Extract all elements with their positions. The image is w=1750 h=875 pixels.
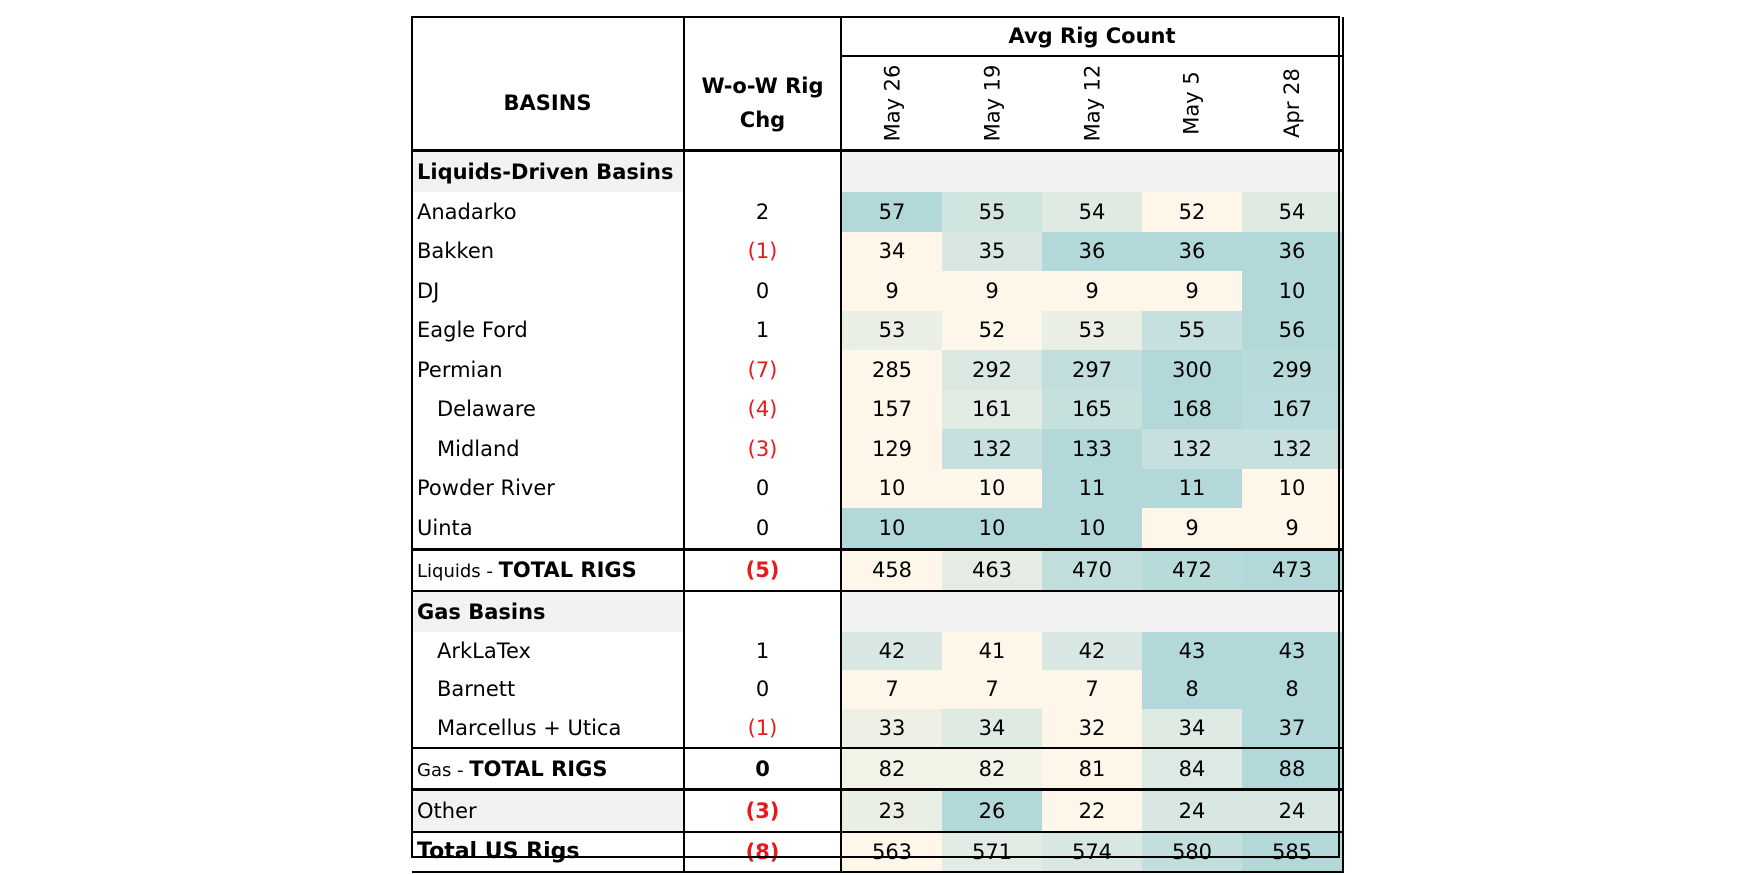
value-cell: 10 bbox=[841, 469, 942, 509]
value-cell: 43 bbox=[1142, 632, 1242, 671]
table-row bbox=[412, 429, 1343, 469]
value-cell: 53 bbox=[841, 311, 942, 351]
value-cell: 168 bbox=[1142, 390, 1242, 430]
value-cell: 82 bbox=[841, 748, 942, 790]
value-cell: 41 bbox=[942, 632, 1042, 671]
wow-change: 0 bbox=[684, 748, 841, 790]
value-cell: 580 bbox=[1142, 832, 1242, 872]
value-cell: 300 bbox=[1142, 350, 1242, 390]
wow-change: 1 bbox=[684, 311, 841, 351]
value-cell: 34 bbox=[942, 709, 1042, 749]
table-row bbox=[412, 670, 1343, 709]
basin-name: Barnett bbox=[437, 677, 516, 702]
section-label: Gas Basins bbox=[412, 591, 684, 632]
value-cell: 8 bbox=[1142, 670, 1242, 709]
value-cell: 55 bbox=[1142, 311, 1242, 351]
value-cell: 165 bbox=[1042, 390, 1142, 430]
value-cell: 167 bbox=[1242, 390, 1343, 430]
other-row bbox=[412, 790, 1343, 832]
value-cell: 574 bbox=[1042, 832, 1142, 872]
value-cell: 10 bbox=[841, 508, 942, 549]
basins-header: BASINS bbox=[503, 90, 592, 115]
section-blank-wow bbox=[684, 151, 841, 193]
grand-total-label: Total US Rigs bbox=[417, 839, 580, 864]
value-cell: 9 bbox=[942, 271, 1042, 311]
value-cell: 26 bbox=[942, 790, 1042, 832]
grand-total-row bbox=[412, 832, 1343, 872]
value-cell: 55 bbox=[942, 192, 1042, 232]
value-cell: 11 bbox=[1142, 469, 1242, 509]
table-row bbox=[412, 508, 1343, 549]
value-cell: 132 bbox=[1142, 429, 1242, 469]
basin-name: Delaware bbox=[437, 397, 536, 422]
wow-change: (1) bbox=[684, 709, 841, 749]
total-prefix: Gas - bbox=[417, 759, 470, 781]
wow-change: 0 bbox=[684, 508, 841, 549]
wow-change: (5) bbox=[684, 549, 841, 591]
value-cell: 88 bbox=[1242, 748, 1343, 790]
table-row bbox=[412, 311, 1343, 351]
value-cell: 9 bbox=[1242, 508, 1343, 549]
table-row bbox=[412, 469, 1343, 509]
basin-name: Marcellus + Utica bbox=[437, 715, 622, 740]
value-cell: 10 bbox=[942, 469, 1042, 509]
table-row bbox=[412, 709, 1343, 749]
total-label bbox=[412, 549, 684, 591]
value-cell: 585 bbox=[1242, 832, 1343, 872]
value-cell: 292 bbox=[942, 350, 1042, 390]
value-cell: 43 bbox=[1242, 632, 1343, 671]
section-blank-values bbox=[841, 591, 1343, 632]
value-cell: 10 bbox=[1242, 271, 1343, 311]
wow-change: (1) bbox=[684, 232, 841, 272]
table-row bbox=[412, 632, 1343, 671]
basin-name: Powder River bbox=[417, 476, 555, 501]
total-prefix: Liquids - bbox=[417, 561, 499, 582]
value-cell: 33 bbox=[841, 709, 942, 749]
basin-name: Permian bbox=[417, 357, 503, 382]
value-cell: 10 bbox=[942, 508, 1042, 549]
value-cell: 37 bbox=[1242, 709, 1343, 749]
total-row bbox=[412, 549, 1343, 591]
value-cell: 563 bbox=[841, 832, 942, 872]
wow-header: W-o-W Rig Chg bbox=[684, 56, 841, 151]
basin-name: DJ bbox=[417, 278, 440, 303]
wow-change: 0 bbox=[684, 670, 841, 709]
table-row bbox=[412, 271, 1343, 311]
wow-change: 1 bbox=[684, 632, 841, 671]
value-cell: 81 bbox=[1042, 748, 1142, 790]
value-cell: 7 bbox=[1042, 670, 1142, 709]
section-header-row bbox=[412, 591, 1343, 632]
value-cell: 9 bbox=[841, 271, 942, 311]
wow-change: 0 bbox=[684, 469, 841, 509]
value-cell: 11 bbox=[1042, 469, 1142, 509]
basin-name: Bakken bbox=[417, 239, 495, 264]
value-cell: 10 bbox=[1242, 469, 1343, 509]
value-cell: 22 bbox=[1042, 790, 1142, 832]
basin-name: Uinta bbox=[417, 515, 473, 540]
section-label: Liquids-Driven Basins bbox=[412, 151, 684, 193]
value-cell: 54 bbox=[1042, 192, 1142, 232]
value-cell: 285 bbox=[841, 350, 942, 390]
value-cell: 34 bbox=[1142, 709, 1242, 749]
basin-name: ArkLaTex bbox=[437, 638, 531, 663]
value-cell: 24 bbox=[1242, 790, 1343, 832]
date-header: May 19 bbox=[980, 64, 1004, 142]
value-cell: 42 bbox=[841, 632, 942, 671]
section-header-row bbox=[412, 151, 1343, 193]
table-row bbox=[412, 232, 1343, 272]
wow-change: (3) bbox=[684, 429, 841, 469]
value-cell: 36 bbox=[1142, 232, 1242, 272]
table-row bbox=[412, 192, 1343, 232]
value-cell: 297 bbox=[1042, 350, 1142, 390]
value-cell: 463 bbox=[942, 549, 1042, 591]
basin-name: Midland bbox=[437, 436, 520, 461]
value-cell: 34 bbox=[841, 232, 942, 272]
value-cell: 132 bbox=[942, 429, 1042, 469]
value-cell: 157 bbox=[841, 390, 942, 430]
value-cell: 129 bbox=[841, 429, 942, 469]
section-blank-values bbox=[841, 151, 1343, 193]
value-cell: 54 bbox=[1242, 192, 1343, 232]
date-header: Apr 28 bbox=[1242, 56, 1343, 151]
value-cell: 32 bbox=[1042, 709, 1142, 749]
rig-count-table bbox=[412, 17, 1344, 873]
value-cell: 52 bbox=[942, 311, 1042, 351]
basin-name: Anadarko bbox=[417, 199, 517, 224]
value-cell: 84 bbox=[1142, 748, 1242, 790]
value-cell: 472 bbox=[1142, 549, 1242, 591]
total-text: TOTAL RIGS bbox=[498, 558, 637, 582]
value-cell: 53 bbox=[1042, 311, 1142, 351]
date-header: May 5 bbox=[1179, 71, 1204, 135]
value-cell: 132 bbox=[1242, 429, 1343, 469]
wow-change: (4) bbox=[684, 390, 841, 430]
total-label bbox=[412, 748, 684, 790]
value-cell: 473 bbox=[1242, 549, 1343, 591]
header-blank-basins bbox=[412, 17, 684, 56]
section-blank-wow bbox=[684, 591, 841, 632]
value-cell: 9 bbox=[1142, 271, 1242, 311]
value-cell: 42 bbox=[1042, 632, 1142, 671]
value-cell: 36 bbox=[1242, 232, 1343, 272]
value-cell: 8 bbox=[1242, 670, 1343, 709]
value-cell: 133 bbox=[1042, 429, 1142, 469]
value-cell: 57 bbox=[841, 192, 942, 232]
value-cell: 161 bbox=[942, 390, 1042, 430]
value-cell: 7 bbox=[841, 670, 942, 709]
avg-rig-count-header: Avg Rig Count bbox=[841, 17, 1343, 56]
table-row bbox=[412, 390, 1343, 430]
value-cell: 10 bbox=[1042, 508, 1142, 549]
total-text: TOTAL RIGS bbox=[469, 756, 608, 781]
wow-change: 0 bbox=[684, 271, 841, 311]
date-header: May 12 bbox=[1080, 64, 1104, 142]
table-row bbox=[412, 350, 1343, 390]
other-label: Other bbox=[412, 790, 684, 832]
date-header: May 26 bbox=[841, 56, 942, 151]
value-cell: 56 bbox=[1242, 311, 1343, 351]
header-blank-wow bbox=[684, 17, 841, 56]
wow-change: (8) bbox=[684, 832, 841, 872]
value-cell: 52 bbox=[1142, 192, 1242, 232]
value-cell: 24 bbox=[1142, 790, 1242, 832]
value-cell: 23 bbox=[841, 790, 942, 832]
value-cell: 458 bbox=[841, 549, 942, 591]
wow-change: 2 bbox=[684, 192, 841, 232]
value-cell: 470 bbox=[1042, 549, 1142, 591]
value-cell: 9 bbox=[1142, 508, 1242, 549]
value-cell: 7 bbox=[942, 670, 1042, 709]
value-cell: 571 bbox=[942, 832, 1042, 872]
value-cell: 9 bbox=[1042, 271, 1142, 311]
value-cell: 82 bbox=[942, 748, 1042, 790]
value-cell: 299 bbox=[1242, 350, 1343, 390]
value-cell: 35 bbox=[942, 232, 1042, 272]
wow-change: (3) bbox=[684, 790, 841, 832]
value-cell: 36 bbox=[1042, 232, 1142, 272]
basin-name: Eagle Ford bbox=[417, 318, 528, 343]
wow-change: (7) bbox=[684, 350, 841, 390]
total-row bbox=[412, 748, 1343, 790]
